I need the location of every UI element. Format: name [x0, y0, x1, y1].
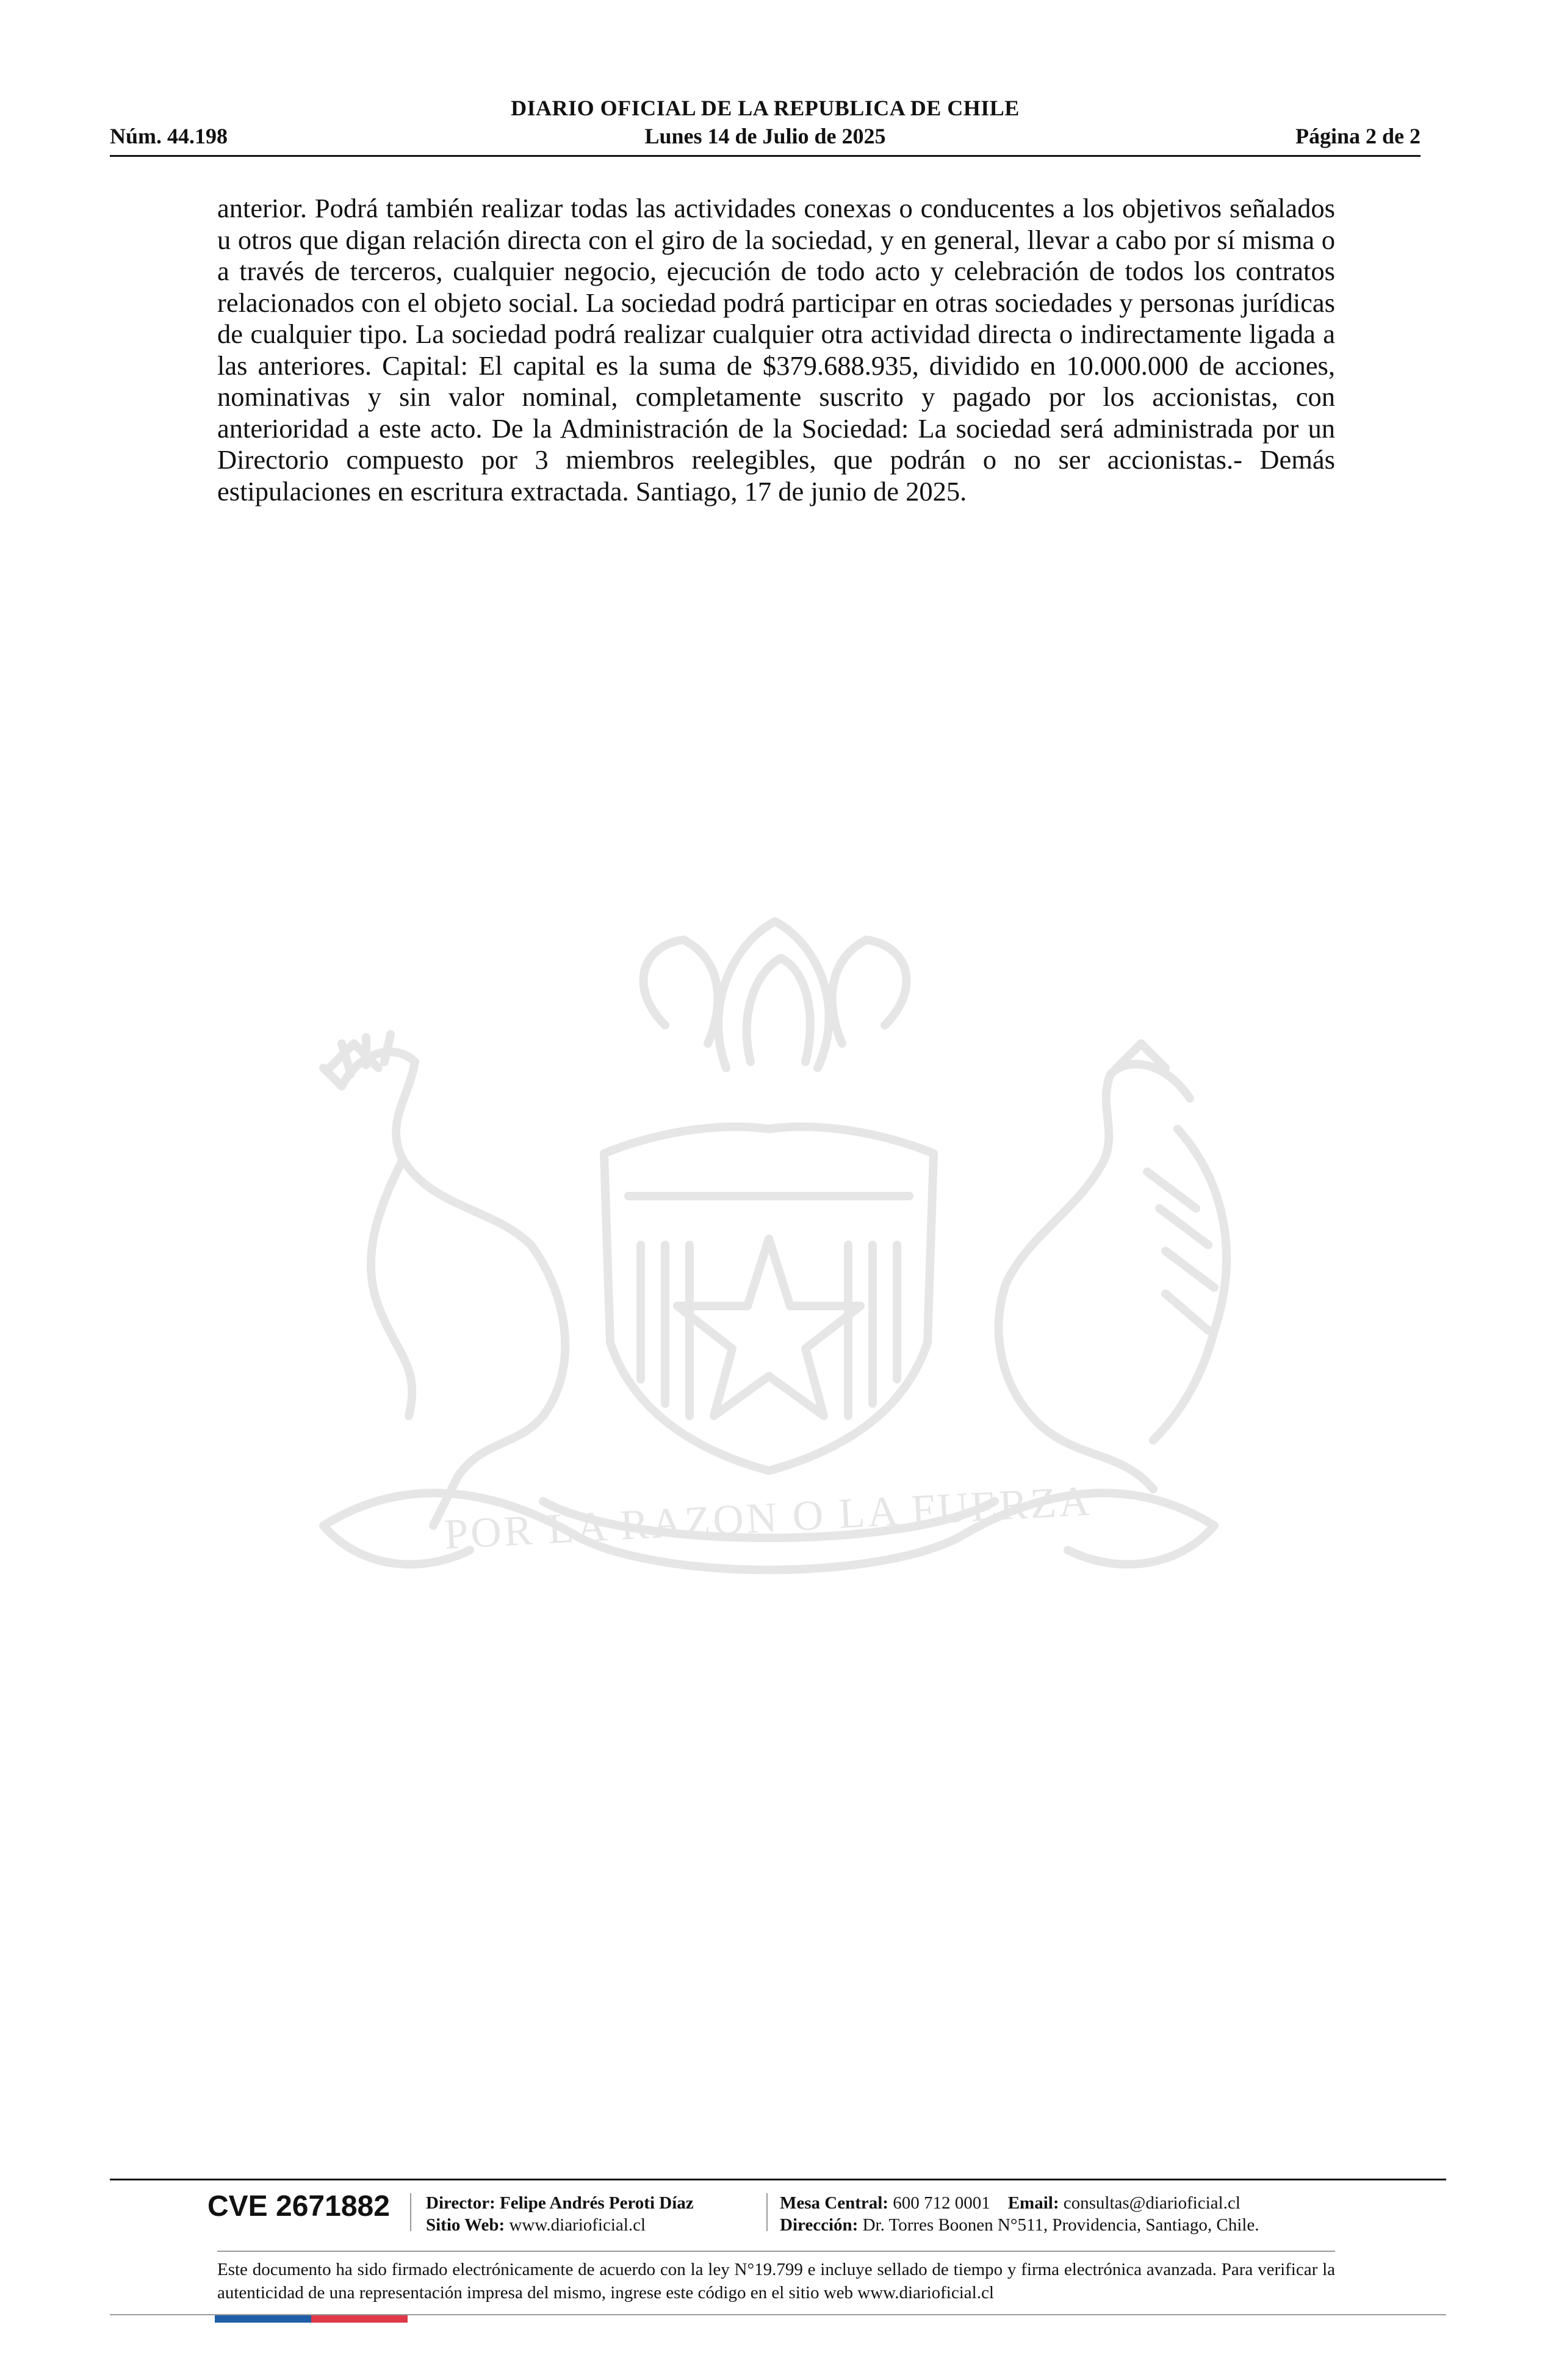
page-header: [110, 92, 1421, 159]
director-label: Director:: [426, 2193, 495, 2213]
cve-code: CVE 2671882: [207, 2190, 390, 2223]
flag-stripe-blue: [215, 2315, 311, 2323]
extract-paragraph: anterior. Podrá también realizar todas las actividades conexas o conducentes a los objetivos señalados u otros que digan relación directa con el giro de la sociedad, y en general, llevar a cabo por sí misma o a través de terceros, cualquier negocio, ejecución de todo acto y celebración de todos los contratos relacionados con el objeto social. La sociedad podrá participar en otras sociedades y personas jurídicas de cualquier tipo. La sociedad podrá realizar cualquier otra actividad directa o indirectamente ligada a las anteriores. Capital: El capital es la suma de $379.688.935, dividido en 10.000.000 de acciones, nominativas y sin valor nominal, completamente suscrito y pagado por los accionistas, con anterioridad a este acto. De la Administración de la Sociedad: La sociedad será administrada por un Directorio compuesto por 3 miembros reelegibles, que podrán o no ser accionistas.- Demás estipulaciones en escritura extractada. Santiago, 17 de junio de 2025.: [217, 193, 1335, 507]
chile-coat-of-arms-icon: [201, 867, 1336, 1672]
footer-divider-mid: [217, 2251, 1335, 2252]
issue-number: Núm. 44.198: [110, 124, 228, 148]
footer-contact: [780, 2193, 1241, 2213]
footer-director: [426, 2193, 694, 2213]
issue-date: Lunes 14 de Julio de 2025: [644, 124, 886, 148]
address-value: Dr. Torres Boonen N°511, Providencia, Santiago, Chile.: [862, 2215, 1259, 2235]
footer-address: [780, 2215, 1259, 2235]
newspaper-title: DIARIO OFICIAL DE LA REPUBLICA DE CHILE: [511, 96, 1020, 120]
header-divider: [110, 155, 1421, 157]
page-indicator: Página 2 de 2: [1295, 124, 1421, 148]
website-label: Sitio Web:: [426, 2215, 505, 2235]
legal-notice: Este documento ha sido firmado electrónicamente de acuerdo con la ley N°19.799 e incluye sellado de tiempo y firma electrónica avanzada. Para verificar la autenticidad de una representación impresa del mismo, ingrese este código en el sitio web www.diarioficial.cl: [217, 2260, 1335, 2302]
website-link[interactable]: www.diarioficial.cl: [509, 2215, 646, 2235]
flag-stripe-red: [311, 2315, 408, 2323]
watermark-motto: POR LA RAZON O LA FUERZA: [443, 1477, 1093, 1559]
footer-separator: [766, 2193, 768, 2231]
address-label: Dirección:: [780, 2215, 859, 2235]
footer-website: [426, 2215, 646, 2235]
footer-divider-top: [110, 2179, 1446, 2180]
mesa-phone: 600 712 0001: [893, 2193, 990, 2213]
email-label: Email:: [1007, 2193, 1059, 2213]
email-link[interactable]: consultas@diarioficial.cl: [1063, 2193, 1241, 2213]
director-value: Felipe Andrés Peroti Díaz: [500, 2193, 694, 2213]
mesa-label: Mesa Central:: [780, 2193, 888, 2213]
footer-separator: [410, 2193, 411, 2231]
